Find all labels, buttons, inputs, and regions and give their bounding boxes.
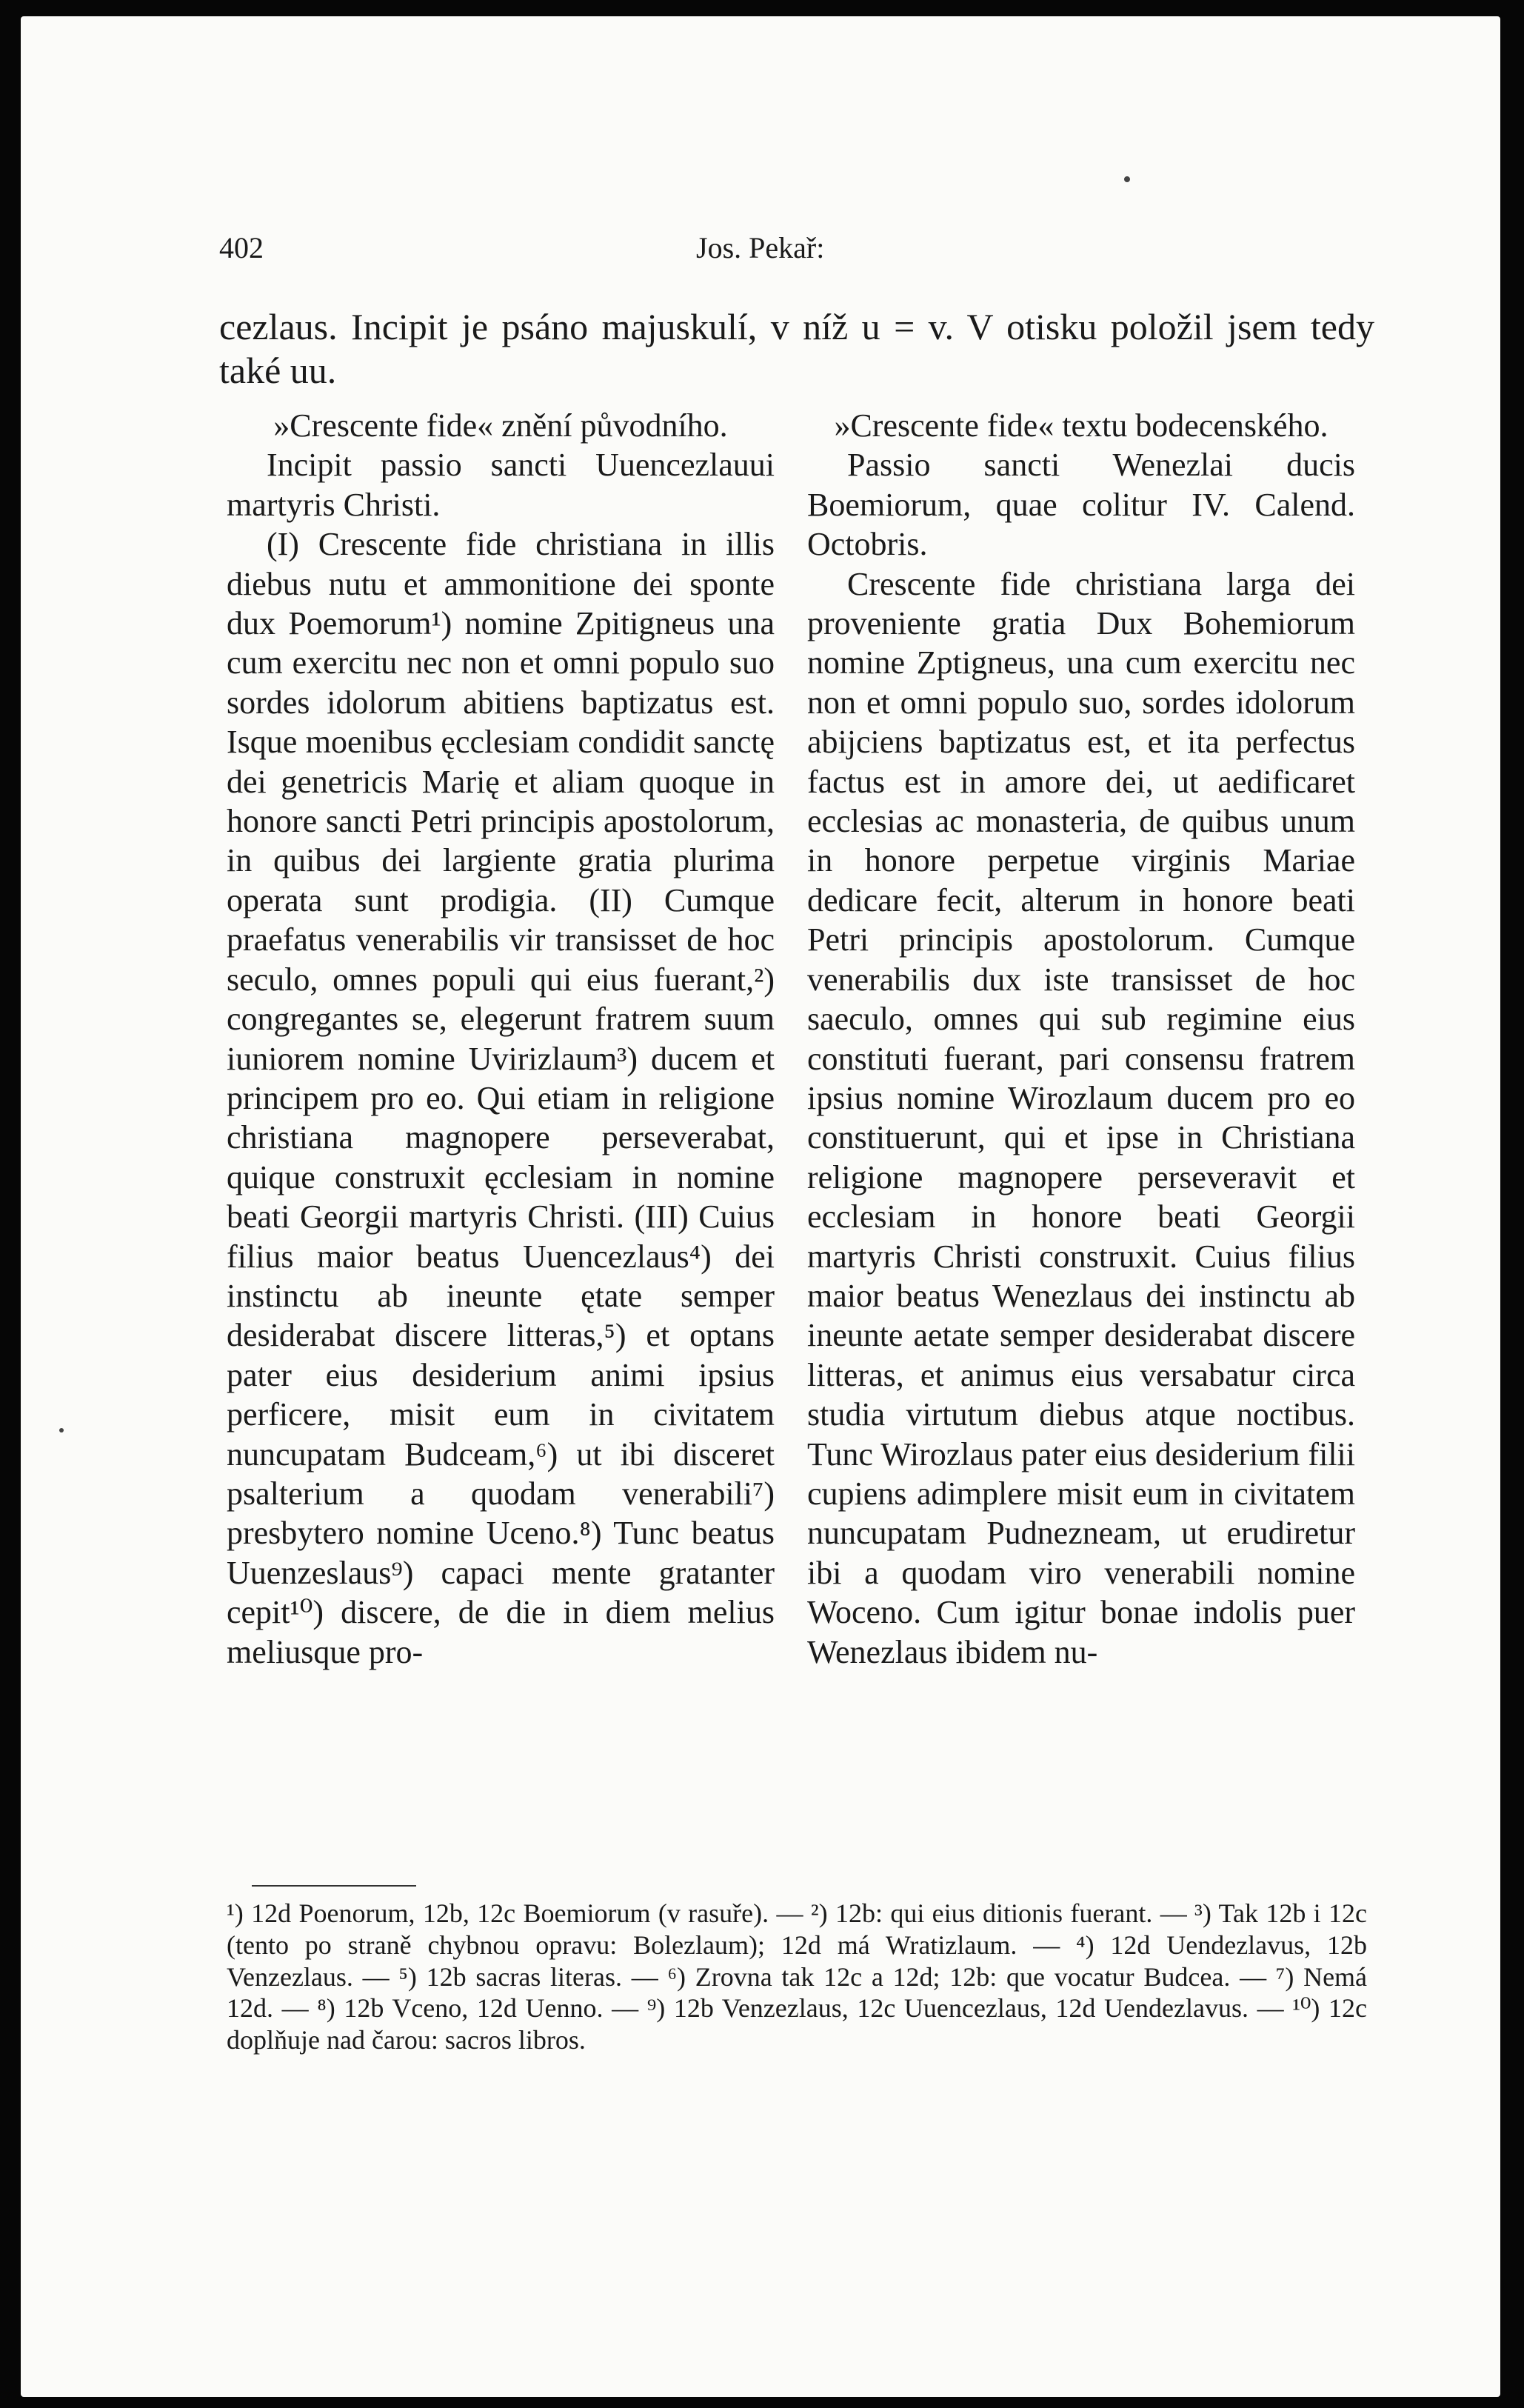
footnote: — ³) Tak 12b i 12c (tento po straně chybnou opravu: Bolezlaum); 12d má Wratizlaum. [227, 1898, 1368, 1960]
left-column-title: Incipit passio sancti Uuencezlauui martyris Christi. [227, 447, 775, 523]
right-column-body: Crescente fide christiana larga dei proveniente gratia Dux Bohemiorum nomine Zptigneus, una cum exercitu nec non et omni populo suo, sordes idolorum abijciens baptizatus est, et ita perfectus factus est in amore dei, ut aedificaret ecclesias ac monasteria, de quibus unum in honore perpetue virginis Mariae dedicare fecit, alterum in honore beati Petri principis apostolorum. Cumque venerabilis dux iste transisset de hoc saeculo, omnes qui sub regimine eius constituti fuerant, pari consensu fratrem ipsius nomine Wirozlaum ducem pro eo constituerunt, qui et ipse in Christiana religione magnopere perseveravit et ecclesiam in honore beati Georgii martyris Christi construxit. Cuius filius maior beatus Wenezlaus dei instinctu ab ineunte aetate semper desiderabat discere litteras, et animus eius versabatur circa studia virtutum diebus atque noctibus. Tunc Wirozlaus pater eius desiderium filii cupiens adimplere misit eum in civitatem nuncupatam Pudnezneam, ut erudiretur ibi a quodam viro venerabili nomine Woceno. Cum igitur bonae indolis puer Wenezlaus ibidem nu- [807, 565, 1355, 1670]
left-column-original-text [227, 406, 775, 1672]
footnote-rule [252, 1885, 416, 1887]
right-column-heading: »Crescente fide« textu bodecenského. [834, 407, 1329, 444]
right-column-bodecen-text [807, 406, 1355, 1672]
running-header-author: Jos. Pekař: [696, 231, 825, 264]
footnote: — ⁹) 12b Venzezlaus, 12c Uuencezlaus, 12d Uendezlavus. [612, 1993, 1249, 2024]
footnote: — ⁴) 12d Uendezlavus, 12b Venzezlaus. [227, 1930, 1368, 1992]
footnote: ¹) 12d Poenorum, 12b, 12c Boemiorum (v rasuře). [227, 1898, 769, 1928]
footnote: — ⁷) Nemá 12d. [227, 1961, 1368, 2024]
footnotes [227, 1898, 1367, 2056]
page-number: 402 [219, 231, 264, 264]
footnote: — ²) 12b: qui eius ditionis fuerant. [776, 1898, 1153, 1928]
scan-speck [1124, 176, 1130, 182]
left-column-body: (I) Crescente fide christiana in illis diebus nutu et ammonitione dei sponte dux Poemorum¹) nomine Zpitigneus una cum exercitu nec non et omni populo suo sordes idolorum abitiens baptizatus est. Isque moenibus ęcclesiam condidit sanctę dei genetricis Marię et aliam quoque in honore sancti Petri principis apostolorum, in quibus dei largiente gratia plurima operata sunt prodigia. (II) Cumque praefatus venerabilis vir transisset de hoc seculo, omnes populi qui eius fuerant,²) congregantes se, elegerunt fratrem suum iuniorem nomine Uvirizlaum³) ducem et principem pro eo. Qui etiam in religione christiana magnopere perseverabat, quique construxit ęcclesiam in nomine beati Georgii martyris Christi. (III) Cuius filius maior beatus Uuencezlaus⁴) dei instinctu ab ineunte ętate semper desiderabat discere litteras,⁵) et optans pater eius desiderium animi ipsius perficere, misit eum in civitatem nuncupatam Budceam,⁶) ut ibi disceret psalterium a quodam venerabili⁷) presbytero nomine Uceno.⁸) Tunc beatus Uuenzeslaus⁹) capaci mente gratanter cepit¹⁰) discere, de die in diem melius meliusque pro- [227, 526, 775, 1670]
left-column-heading: »Crescente fide« znění původního. [273, 407, 728, 444]
footnote: — ⁵) 12b sacras literas. [362, 1961, 623, 1992]
intro-paragraph: cezlaus. Incipit je psáno majuskulí, v níž u = v. V otisku položil jsem tedy také uu. [219, 306, 1374, 391]
footnote: — ⁶) Zrovna tak 12c a 12d; 12b: que vocatur Budcea. [631, 1961, 1231, 1992]
footnote: — ⁸) 12b Vceno, 12d Uenno. [281, 1993, 604, 2024]
scan-speck [59, 1428, 64, 1433]
footnote: — ¹⁰) 12c doplňuje nad čarou: sacros libros. [227, 1993, 1367, 2055]
right-column-title: Passio sancti Wenezlai ducis Boemiorum, quae colitur IV. Calend. Octobris. [807, 447, 1355, 563]
